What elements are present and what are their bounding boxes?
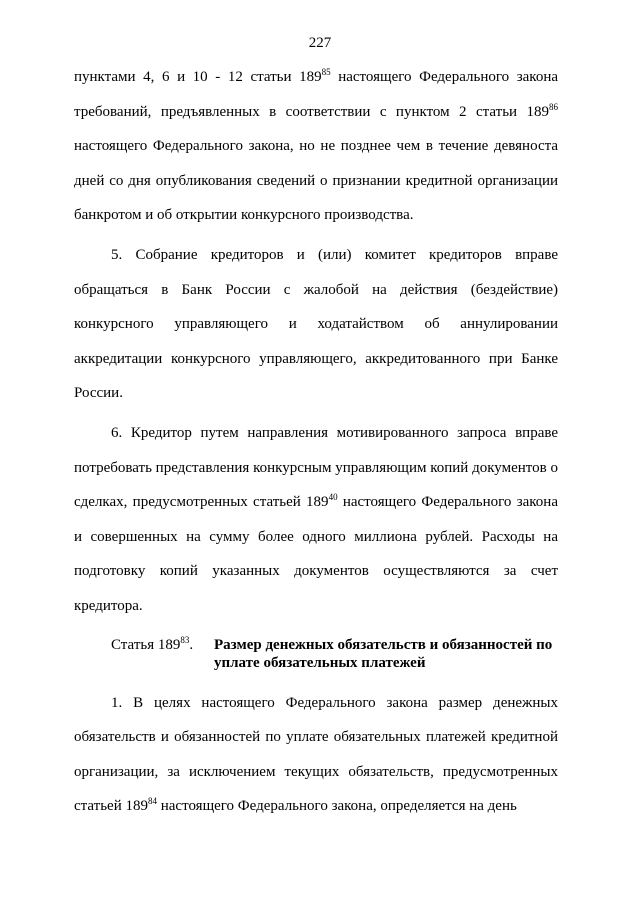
paragraph-item-1	[74, 686, 558, 824]
article-heading	[74, 636, 558, 672]
text-run: 6. Кредитор путем направления мотивированного запроса вправе потребовать представления конкурсным управляющим копий документов о сделках, предусмотренных статьей 189	[74, 424, 558, 511]
superscript-index: 84	[148, 796, 157, 807]
article-title: Размер денежных обязательств и обязанностей по уплате обязательных платежей	[214, 636, 553, 671]
text-run: пунктами 4, 6 и 10 - 12 статьи 189	[74, 69, 322, 85]
text-run: настоящего Федерального закона и совершенных на сумму более одного миллиона рублей. Расходы на подготовку копий указанных документов осуществляются за счет кредитора.	[74, 494, 558, 614]
paragraph-item-6	[74, 416, 558, 624]
text-run: настоящего Федерального закона требований, предъявленных в соответствии с пунктом 2 статьи 189	[74, 69, 559, 120]
text-run: настоящего Федерального закона, определяется на день	[157, 798, 517, 815]
text-run: 5. Собрание кредиторов и (или) комитет кредиторов вправе обращаться в Банк России с жалобой на действия (бездействие) конкурсного управляющего и ходатайством об аннулировании аккредитации конкурсного управляющего, аккредитованного при Банке России.	[74, 246, 558, 402]
page-number: 227	[308, 35, 332, 51]
article-number: Статья $189^{83}$.	[111, 634, 194, 653]
paragraph-item-5	[74, 238, 558, 411]
superscript-index: 85	[321, 67, 331, 77]
superscript-index: 40	[328, 492, 338, 503]
text-run: 1. В целях настоящего Федерального закона размер денежных обязательств и обязанностей по уплате обязательных платежей кредитной организации, за исключением текущих обязательств, предусмотренных статьей 189	[74, 694, 558, 815]
text-run: настоящего Федерального закона, но не позднее чем в течение девяноста дней со дня опубликования сведений о признании кредитной организации банкротом и об открытии конкурсного производства.	[74, 138, 558, 224]
document-body	[74, 60, 558, 824]
paragraph-continuation	[74, 60, 558, 233]
superscript-index: 86	[549, 101, 558, 112]
